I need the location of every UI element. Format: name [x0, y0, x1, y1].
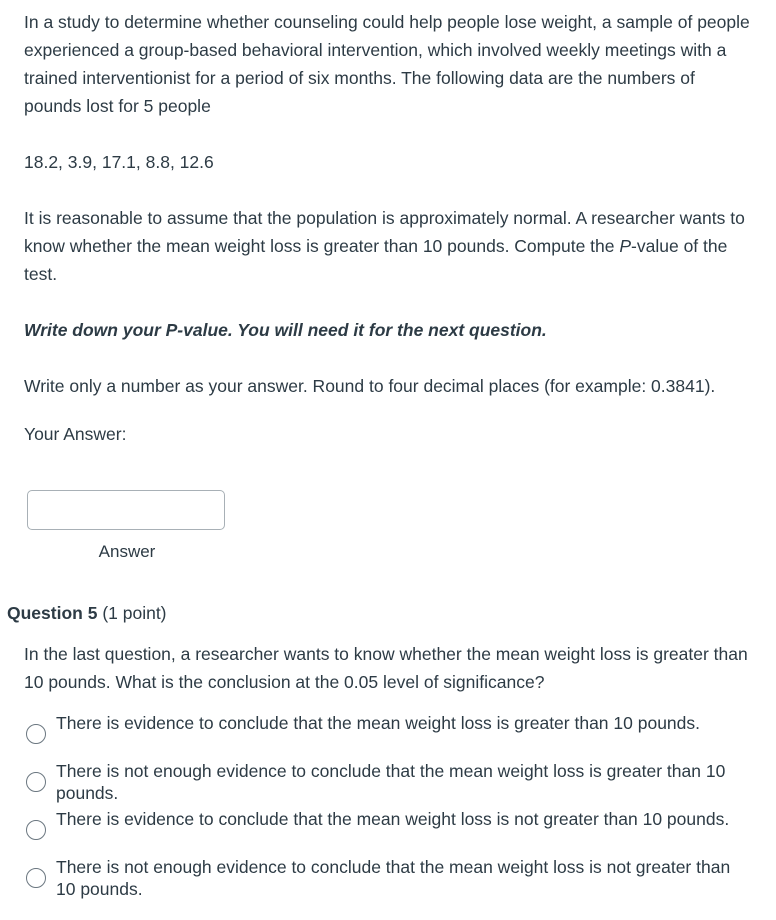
question-4-intro: In a study to determine whether counseling could help people lose weight, a sample of people experienced a group-based behavioral intervention, which involved weekly meetings with a trained interventionist for a period of six months. The following data are the numbers of pounds lost for 5 people [24, 12, 750, 116]
answer-options [24, 712, 754, 904]
option-label: There is evidence to conclude that the mean weight loss is not greater than 10 pounds. [56, 809, 730, 829]
radio-button-icon[interactable] [26, 772, 46, 792]
option-4[interactable] [24, 856, 754, 904]
option-label: There is not enough evidence to conclude that the mean weight loss is greater than 10 pounds. [56, 761, 726, 803]
data-values: 18.2, 3.9, 17.1, 8.8, 12.6 [24, 152, 214, 172]
question-5-points: (1 point) [102, 603, 167, 623]
option-2[interactable] [24, 760, 754, 808]
question-4-body [24, 8, 754, 448]
question-5-prompt: In the last question, a researcher wants to know whether the mean weight loss is greater than 10 pounds. What is the conclusion at the 0.05 level of significance? [24, 644, 748, 692]
answer-input[interactable] [27, 490, 225, 530]
option-1[interactable] [24, 712, 754, 760]
question-4-assumption [24, 204, 754, 288]
question-5-header [7, 600, 167, 626]
question-5-title: Question 5 [7, 603, 98, 623]
radio-button-icon[interactable] [26, 868, 46, 888]
your-answer-label: Your Answer: [24, 424, 127, 444]
answer-format-hint: Write only a number as your answer. Round to four decimal places (for example: 0.3841). [24, 376, 716, 396]
option-label: There is not enough evidence to conclude that the mean weight loss is not greater than 10 pounds. [56, 857, 731, 899]
question-4-instruction: Write down your P-value. You will need it for the next question. [24, 320, 547, 340]
radio-button-icon[interactable] [26, 724, 46, 744]
p-italic: P [619, 236, 632, 256]
option-3[interactable] [24, 808, 754, 856]
answer-caption: Answer [98, 542, 156, 561]
radio-button-icon[interactable] [26, 820, 46, 840]
assumption-text-1: It is reasonable to assume that the population is approximately normal. A researcher wants to know whether the mean weight loss is greater than 10 pounds. Compute the [24, 208, 745, 256]
assumption-text-2: -value of the test. [24, 236, 728, 284]
option-label: There is evidence to conclude that the mean weight loss is greater than 10 pounds. [56, 713, 701, 733]
